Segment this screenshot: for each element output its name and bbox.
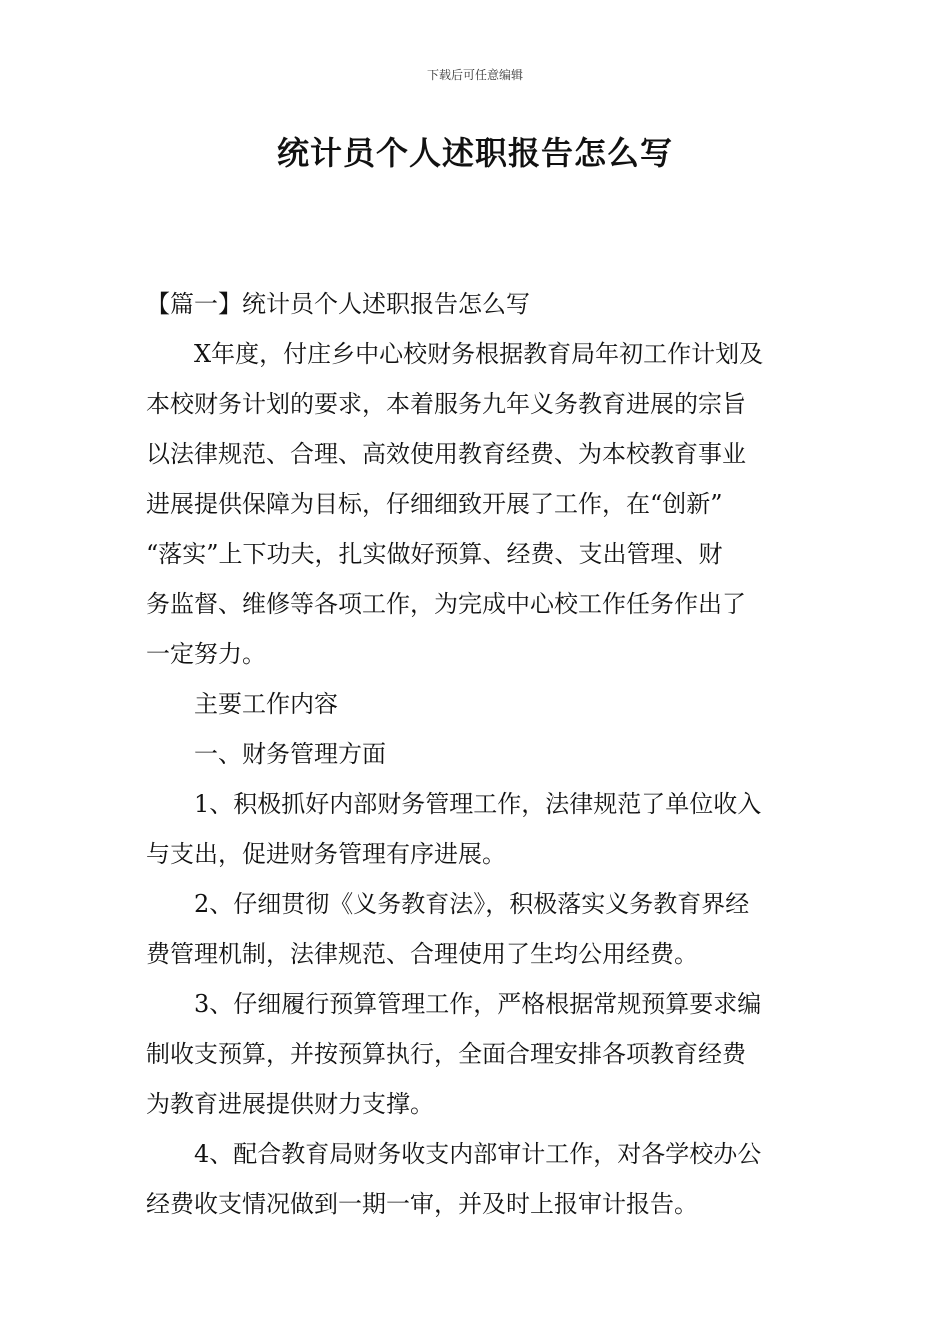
paragraph-line: “落实”上下功夫，扎实做好预算、经费、支出管理、财 [146,540,723,568]
paragraph-line: 一定努力。 [146,640,266,668]
paragraph-line: 为教育进展提供财力支撑。 [146,1090,434,1118]
paragraph-line: 制收支预算，并按预算执行，全面合理安排各项教育经费 [146,1040,746,1068]
paragraph-line: 1、积极抓好内部财务管理工作，法律规范了单位收入 [194,790,762,818]
paragraph-item-3 [146,979,810,1129]
paragraph-line: 4、配合教育局财务收支内部审计工作，对各学校办公 [194,1140,762,1168]
paragraph-line: 经费收支情况做到一期一审，并及时上报审计报告。 [146,1190,698,1218]
paragraph-line: 费管理机制，法律规范、合理使用了生均公用经费。 [146,940,698,968]
paragraph-line: 本校财务计划的要求，本着服务九年义务教育进展的宗旨 [146,390,746,418]
paragraph-line: X年度，付庄乡中心校财务根据教育局年初工作计划及 [194,340,764,368]
header-note: 下载后可任意编辑 [426,68,523,82]
paragraph-line: 3、仔细履行预算管理工作，严格根据常规预算要求编 [194,990,762,1018]
paragraph-line: 进展提供保障为目标，仔细细致开展了工作，在“创新” [146,490,723,518]
paragraph-intro [146,329,810,679]
subheading-finance-management: 一、财务管理方面 [194,740,386,768]
paragraph-line: 2、仔细贯彻《义务教育法》，积极落实义务教育界经 [194,890,750,918]
paragraph-item-2 [146,879,810,979]
paragraph-item-4 [146,1129,810,1229]
paragraph-line: 与支出，促进财务管理有序进展。 [146,840,506,868]
document-body [146,279,810,1229]
section-heading: 【篇一】统计员个人述职报告怎么写 [146,290,530,318]
subheading-main-work: 主要工作内容 [194,690,338,718]
document-title: 统计员个人述职报告怎么写 [276,134,673,172]
paragraph-line: 务监督、维修等各项工作，为完成中心校工作任务作出了 [146,590,746,618]
paragraph-item-1 [146,779,810,879]
paragraph-line: 以法律规范、合理、高效使用教育经费、为本校教育事业 [146,440,746,468]
